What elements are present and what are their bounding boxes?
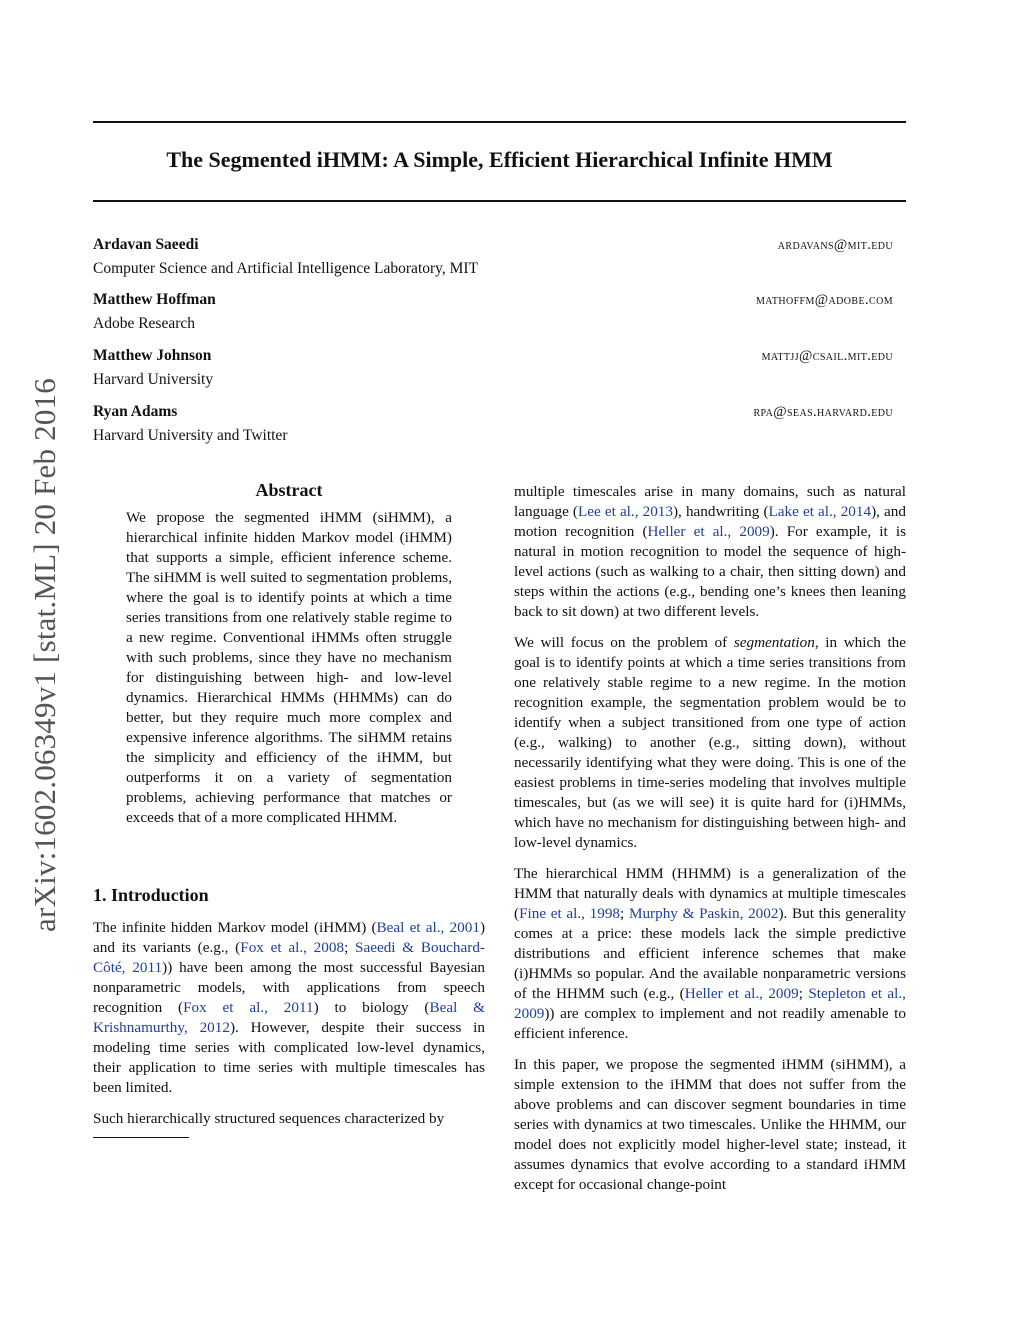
author-block-4 [93, 402, 893, 446]
paper-title: The Segmented iHMM: A Simple, Efficient Hierarchical Infinite HMM [166, 147, 833, 172]
citation-link[interactable]: Heller et al., 2009 [684, 985, 799, 1002]
citation-link[interactable]: Fine et al., 1998 [519, 905, 621, 922]
citation-link[interactable]: Lake et al., 2014 [768, 503, 872, 520]
text-run: multiple timescales arise in many domains, such as natural language ( [514, 483, 906, 520]
text-run: ). But this generality comes at a price: these models lack the simple predictive distributions and efficient inference schemes that make (i)HMMs so popular. And the available nonparametric versions of the HHMM such (e.g., ( [514, 905, 906, 1002]
citation-link[interactable]: Lee et al., 2013 [578, 503, 673, 520]
title-bottom-rule [93, 200, 906, 202]
author-name: Ardavan Saeedi [93, 236, 199, 253]
text-run: The infinite hidden Markov model (iHMM) ( [93, 919, 377, 936]
emphasis-text: segmentation [733, 634, 815, 651]
author-block-3 [93, 346, 893, 390]
text-run: ). However, despite their success in modeling time series with complicated low-level dynamics, their application to time series with multiple timescales has been limited. [93, 1019, 486, 1096]
intro-paragraph-2: Such hierarchically structured sequences characterized by [93, 1110, 445, 1127]
text-run: The hierarchical HMM (HHMM) is a generalization of the HMM that naturally deals with dynamics at multiple timescales ( [514, 865, 906, 922]
text-run: We will focus on the problem of [514, 634, 734, 651]
text-run: ; [798, 985, 809, 1002]
abstract-body [126, 508, 452, 839]
text-run: ), and motion recognition ( [514, 503, 906, 540]
author-affiliation: Adobe Research [93, 315, 195, 332]
citation-link[interactable]: Heller et al., 2009 [647, 523, 770, 540]
text-run: ). For example, it is natural in motion recognition to model the sequence of high-level actions (such as walking to a chair, then sitting down) and steps within the actions (e.g., bending one’s knees then leaning back to sit down) at two different levels. [514, 523, 906, 620]
text-run: )) are complex to implement and not readily amenable to efficient inference. [514, 1005, 906, 1042]
author-block-1 [93, 235, 893, 279]
text-run: )) have been among the most successful Bayesian nonparametric models, with applications from speech recognition ( [93, 959, 485, 1016]
author-email[interactable]: mattjj@csail.mit.edu [761, 348, 893, 364]
author-name: Ryan Adams [93, 403, 178, 420]
right-paragraph-4: In this paper, we propose the segmented iHMM (siHMM), a simple extension to the iHMM that does not suffer from the above problems and can discover segment boundaries in time series with dynamics at two timescales. Unlike the HHMM, our model does not explicitly model higher-level state; instead, it assumes dynamics that evolve according to a standard iHMM except for occasional change-point [514, 1056, 906, 1193]
author-affiliation: Harvard University and Twitter [93, 427, 288, 444]
citation-link[interactable]: Saeedi & Bouchard-Côté, 2011 [93, 939, 485, 976]
citation-link[interactable]: Murphy & Paskin, 2002 [628, 905, 779, 922]
intro-paragraph-1 [93, 918, 485, 1098]
author-email[interactable]: mathoffm@adobe.com [756, 292, 893, 308]
citation-link[interactable]: Stepleton et al., 2009 [514, 985, 906, 1022]
author-name: Matthew Hoffman [93, 291, 216, 308]
text-run: ), handwriting ( [672, 503, 769, 520]
right-paragraph-1 [514, 482, 906, 622]
citation-link[interactable]: Fox et al., 2011 [183, 999, 314, 1016]
section-heading-introduction: 1. Introduction [93, 885, 209, 905]
author-email[interactable]: ardavans@mit.edu [777, 237, 893, 253]
author-affiliation: Computer Science and Artificial Intelligence Laboratory, MIT [93, 260, 479, 277]
citation-link[interactable]: Beal et al., 2001 [376, 919, 480, 936]
citation-link[interactable]: Beal & Krishnamurthy, 2012 [93, 999, 485, 1036]
text-run: , in which the goal is to identify points at which a time series transitions from one relatively stable regime to a new regime. In the motion recognition example, the segmentation problem would be to identify when a subject transitioned from one type of action (e.g., walking) to another (e.g., sitting down), without necessarily identifying what they were doing. This is one of the easiest problems in time-series modeling that involves multiple timescales, but (as we will see) it is quite hard for (i)HMMs, which have no mechanism for distinguishing between high- and low-level dynamics. [514, 634, 907, 851]
right-paragraph-3 [514, 864, 906, 1044]
abstract-heading: Abstract [255, 480, 323, 500]
citation-link[interactable]: Fox et al., 2008 [240, 939, 345, 956]
text-run: ; [344, 939, 356, 956]
right-column-text [514, 482, 906, 1206]
abstract-text: We propose the segmented iHMM (siHMM), a hierarchical infinite hidden Markov model (iHMM) that supports a simple, efficient inference scheme. The siHMM is well suited to segmentation problems, where the goal is to identify points at which a time series transitions from one relatively stable regime to a new regime. Conventional iHMMs often struggle with such problems, since they have no mechanism for distinguishing between high- and low-level dynamics. Hierarchical HMMs (HHMMs) can do better, but they require much more complex and expensive inference algorithms. The siHMM retains the simplicity and efficiency of the iHMM, but outperforms it on a variety of segmentation problems, achieving performance that matches or exceeds that of a more complicated HHMM. [126, 509, 452, 826]
footnote-rule [93, 1137, 189, 1138]
text-run: ; [620, 905, 629, 922]
text-run: ) and its variants (e.g., ( [93, 919, 485, 956]
right-paragraph-2 [514, 633, 906, 853]
author-email[interactable]: rpa@seas.harvard.edu [753, 404, 893, 420]
left-column-text [93, 918, 485, 1140]
author-affiliation: Harvard University [93, 371, 214, 388]
text-run: ) to biology ( [313, 999, 430, 1016]
arxiv-identifier: arXiv:1602.06349v1 [stat.ML] 20 Feb 2016 [27, 378, 62, 932]
title-top-rule [93, 121, 906, 123]
author-block-2 [93, 290, 893, 334]
author-name: Matthew Johnson [93, 347, 212, 364]
